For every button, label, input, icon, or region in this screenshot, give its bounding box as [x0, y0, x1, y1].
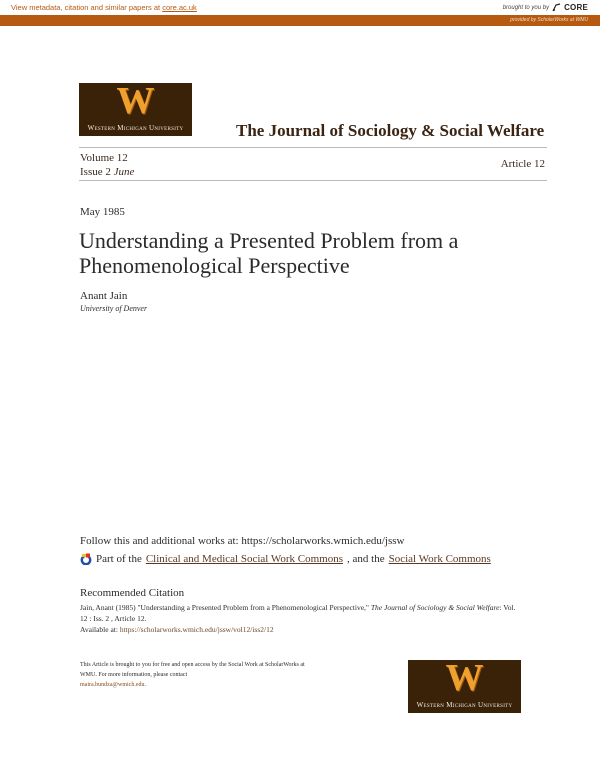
wmu-logo-header: [79, 80, 192, 136]
issue-month: June: [113, 166, 135, 178]
part-of-line: [80, 553, 491, 565]
brought-label: brought to you by: [502, 4, 550, 11]
volume-issue[interactable]: [80, 151, 134, 179]
clinical-medical-social-work-commons-link[interactable]: Clinical and Medical Social Work Commons: [145, 553, 344, 565]
wmu-logo-name: Western Michigan University: [416, 701, 513, 709]
follow-link[interactable]: Follow this and additional works at: https://scholarworks.wmich.edu/jssw: [80, 535, 405, 547]
contact-email-link[interactable]: maira.bundza@wmich.edu: [80, 682, 145, 688]
core-banner: [0, 0, 600, 15]
citation-plain: Jain, Anant (1985) "Understanding a Presented Problem from a Phenomenological Perspective,": [80, 603, 371, 612]
provided-by-text: provided by ScholarWorks at WMU: [510, 17, 588, 23]
contact-end: .: [144, 682, 147, 688]
recommended-citation-text: [80, 602, 520, 635]
core-metadata-text: [11, 3, 197, 12]
wmu-w-mark: W: [445, 657, 484, 699]
citation-url-link[interactable]: https://scholarworks.wmich.edu/jssw/vol12/iss2/12: [119, 625, 274, 634]
core-logo-text: CORE: [564, 3, 588, 12]
recommended-citation-heading: Recommended Citation: [80, 587, 185, 599]
author-affiliation: University of Denver: [80, 304, 148, 313]
wmu-w-mark: W: [116, 80, 155, 122]
wmu-logo-footer[interactable]: [408, 657, 521, 713]
bepress-commons-icon: [80, 553, 92, 565]
social-work-commons-link[interactable]: Social Work Commons: [388, 553, 491, 565]
journal-title[interactable]: The Journal of Sociology & Social Welfare: [236, 121, 545, 140]
core-logo-icon: [552, 3, 561, 12]
issue-line[interactable]: [80, 165, 134, 179]
issue: Issue 2: [80, 166, 111, 178]
part-of-mid: , and the: [347, 553, 385, 565]
metadata-label: View metadata, citation and similar papers at: [11, 3, 163, 12]
divider-bottom: [79, 180, 547, 181]
wmu-logo-name: Western Michigan University: [87, 124, 184, 132]
article-number[interactable]: Article 12: [500, 158, 545, 170]
citation-volume: : Vol. 12 : Iss. 2 , Article 12.: [80, 603, 516, 623]
available-label: Available at:: [80, 625, 120, 634]
provider-bar: [0, 15, 600, 26]
open-access-notice: [80, 660, 320, 690]
divider-top: [79, 147, 547, 148]
core-link[interactable]: core.ac.uk: [162, 3, 197, 12]
article-title: Understanding a Presented Problem from a Phenomenological Perspective: [79, 228, 459, 278]
author-name: Anant Jain: [80, 290, 128, 302]
citation-journal: The Journal of Sociology & Social Welfare: [370, 603, 500, 612]
open-access-text: This Article is brought to you for free and open access by the Social Work at ScholarWorks at WMU. For more information, please contact: [80, 662, 305, 678]
part-of-prefix: Part of the: [96, 553, 142, 565]
volume[interactable]: Volume 12: [80, 152, 128, 164]
brought-to-you[interactable]: [503, 3, 588, 12]
publication-date: May 1985: [80, 206, 125, 218]
